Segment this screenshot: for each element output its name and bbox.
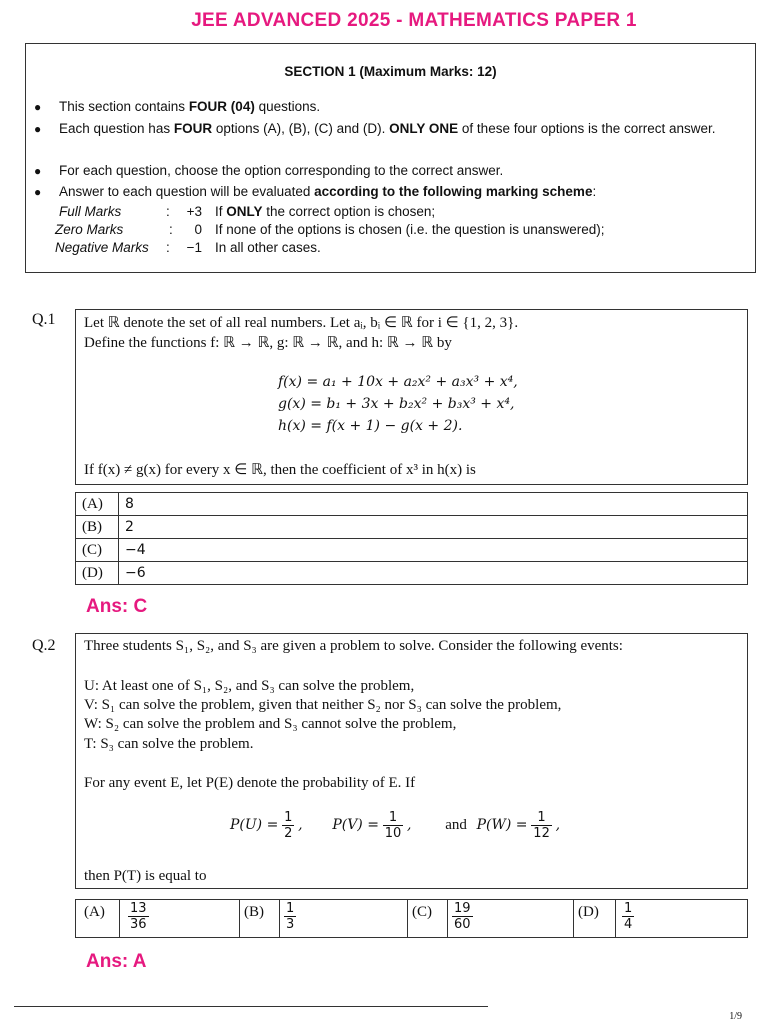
- section-heading: SECTION 1 (Maximum Marks: 12): [284, 64, 497, 79]
- probability-values: P(U) = $\frac{1}{2}$ , P(V) = $\frac{1}{10}$ , and P(W) = $\frac{1}{12}$ ,: [230, 810, 561, 841]
- instruction-1: This section contains FOUR (04) questions.: [59, 99, 321, 114]
- fraction-pu: $\frac{1}{2}$: [284, 810, 293, 841]
- option-label: (C): [76, 539, 119, 562]
- bullet-icon: ●: [34, 164, 42, 178]
- option-label: (B): [76, 516, 119, 539]
- question-1-line-2: Define the functions f: ℝ → ℝ, g: ℝ → ℝ, and h: ℝ → ℝ by: [84, 335, 452, 351]
- option-row: [76, 539, 748, 562]
- fraction-pv: $\frac{1}{10}$: [384, 810, 402, 841]
- answer-q2: Ans: A: [86, 951, 147, 972]
- event-w: W: S₂ can solve the problem and S₃ cannot solve the problem,: [84, 716, 457, 732]
- option-label: (D): [574, 900, 616, 937]
- marking-desc-zero: If none of the options is chosen (i.e. the question is unanswered);: [215, 222, 605, 237]
- marking-label-full: Full Marks: [59, 204, 122, 219]
- bullet-icon: ●: [34, 185, 42, 199]
- bullet-icon: ●: [34, 100, 42, 114]
- marking-desc-negative: In all other cases.: [215, 240, 321, 255]
- option-label: (C): [408, 900, 448, 937]
- question-number: Q.1: [32, 311, 56, 328]
- option-value: 8: [119, 493, 748, 516]
- equation-g: g(x) = b₁ + 3x + b₂x² + b₃x³ + x⁴,: [278, 396, 515, 412]
- option-value: −4: [119, 539, 748, 562]
- pw-label: P(W) =: [476, 816, 528, 833]
- answer-q1: Ans: C: [86, 596, 148, 617]
- marking-colon: :: [166, 240, 170, 255]
- marking-value-zero: 0: [194, 222, 202, 237]
- event-t: T: S₃ can solve the problem.: [84, 736, 254, 752]
- fraction-pw: $\frac{1}{12}$: [533, 810, 550, 841]
- marking-value-full: +3: [186, 204, 202, 219]
- page-number: 1/9: [729, 1011, 742, 1022]
- question-2-prompt: then P(T) is equal to: [84, 868, 207, 884]
- page-title: JEE ADVANCED 2025 - MATHEMATICS PAPER 1: [191, 10, 637, 31]
- option-label: (A): [76, 493, 119, 516]
- option-value: $\frac{19}{60}$: [448, 900, 574, 937]
- event-v: V: S₁ can solve the problem, given that neither S₂ nor S₃ can solve the problem,: [84, 697, 562, 713]
- option-label: (A): [76, 900, 120, 937]
- question-1-prompt: If f(x) ≠ g(x) for every x ∈ ℝ, then the coefficient of x³ in h(x) is: [84, 462, 476, 478]
- section-instructions: [25, 43, 756, 273]
- option-label: (B): [240, 900, 280, 937]
- marking-label-negative: Negative Marks: [55, 240, 149, 255]
- event-u: U: At least one of S₁, S₂, and S₃ can solve the problem,: [84, 678, 415, 694]
- option-row: [76, 562, 748, 585]
- marking-value-negative: −1: [186, 240, 202, 255]
- probability-line: For any event E, let P(E) denote the probability of E. If: [84, 775, 416, 791]
- marking-colon: :: [169, 222, 173, 237]
- instruction-2: Each question has FOUR options (A), (B), (C) and (D). ONLY ONE of these four options is the correct answer.: [59, 121, 716, 136]
- instruction-4: Answer to each question will be evaluated according to the following marking scheme:: [59, 184, 597, 199]
- question-2-options: [75, 899, 748, 938]
- pu-label: P(U) =: [230, 816, 279, 833]
- question-2-intro: Three students S₁, S₂, and S₃ are given a problem to solve. Consider the following events:: [84, 638, 623, 654]
- question-number: Q.2: [32, 637, 56, 654]
- question-2-box: [75, 633, 748, 889]
- instruction-3: For each question, choose the option corresponding to the correct answer.: [59, 163, 504, 178]
- marking-label-zero: Zero Marks: [55, 222, 124, 237]
- bullet-icon: ●: [34, 122, 42, 136]
- option-row: [76, 516, 748, 539]
- option-value: 2: [119, 516, 748, 539]
- question-1-box: [75, 309, 748, 485]
- option-value: $\frac{13}{36}$: [120, 900, 240, 937]
- option-value: −6: [119, 562, 748, 585]
- option-value: $\frac{1}{3}$: [280, 900, 408, 937]
- equation-h: h(x) = f(x + 1) − g(x + 2).: [278, 418, 463, 434]
- footer-divider: [14, 1006, 488, 1007]
- marking-colon: :: [166, 204, 170, 219]
- pv-label: P(V) =: [332, 816, 379, 833]
- and-word: and: [445, 816, 467, 833]
- equation-f: f(x) = a₁ + 10x + a₂x² + a₃x³ + x⁴,: [278, 374, 518, 390]
- option-value: $\frac{1}{4}$: [624, 901, 633, 932]
- question-1-options: [75, 492, 748, 585]
- question-1-line-1: Let ℝ denote the set of all real numbers. Let aᵢ, bᵢ ∈ ℝ for i ∈ {1, 2, 3}.: [84, 315, 519, 331]
- marking-desc-full: If ONLY the correct option is chosen;: [215, 204, 436, 219]
- option-label: (D): [76, 562, 119, 585]
- option-row: [76, 493, 748, 516]
